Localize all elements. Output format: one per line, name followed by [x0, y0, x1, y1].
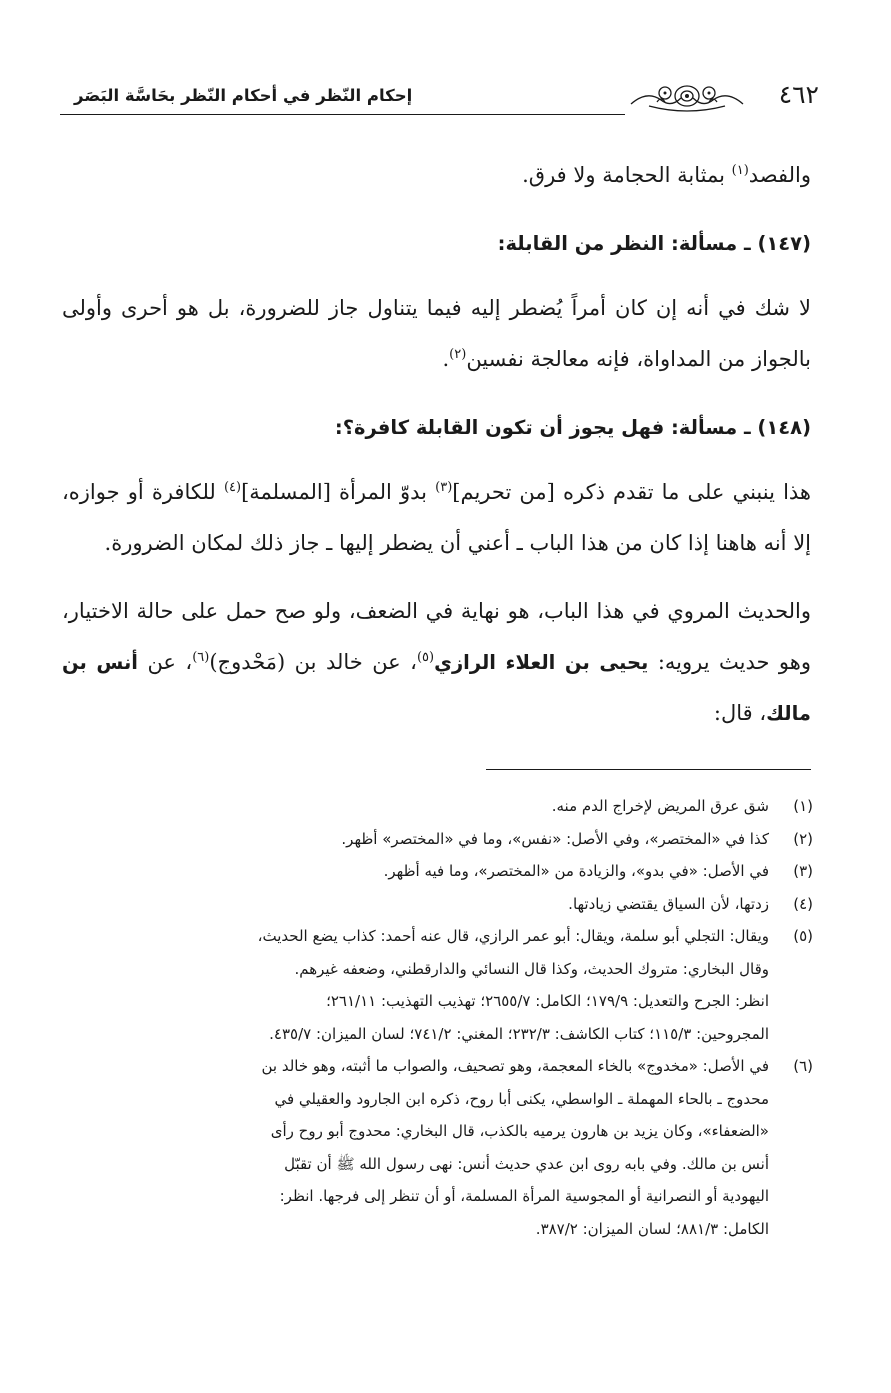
- footnote-line: المجروحين: ١١٥/٣؛ كتاب الكاشف: ٢٣٢/٣؛ المغني: ٧٤١/٢؛ لسان الميزان: ٤٣٥/٧.: [269, 1024, 769, 1043]
- footnote-number: (١): [793, 797, 813, 815]
- footnote-line: شق عرق المريض لإخراج الدم منه.: [551, 797, 769, 815]
- paragraph-1: [62, 150, 811, 201]
- main-text: [62, 150, 811, 756]
- text-run: بمثابة الحجامة ولا فرق.: [522, 163, 732, 187]
- footnote-6: [62, 1050, 813, 1245]
- text-run: .: [442, 347, 450, 371]
- text-run: بدوّ المرأة [المسلمة]: [241, 480, 436, 504]
- text-run: هذا ينبني على ما تقدم ذكره [من تحريم]: [452, 480, 811, 504]
- footnote-4: [62, 888, 813, 921]
- text-run: والفصد: [748, 163, 811, 187]
- footnote-ref[interactable]: (٢): [449, 347, 467, 362]
- footnote-5: [62, 920, 813, 1050]
- narrator-name: يحيى بن العلاء الرازي: [434, 651, 649, 674]
- footnote-line: انظر: الجرح والتعديل: ١٧٩/٩؛ الكامل: ٢٦٥٥/٧؛ تهذيب التهذيب: ٢٦١/١١؛: [326, 992, 769, 1010]
- footnote-text: [62, 855, 769, 888]
- footnote-line: في الأصل: «مخدوج» بالخاء المعجمة، وهو تصحيف، والصواب ما أثبته، وهو خالد بن: [261, 1057, 769, 1075]
- footnote-text: [62, 1050, 769, 1245]
- text-run: ، عن: [138, 650, 193, 674]
- footnote-2: [62, 823, 813, 856]
- footnote-number: (٤): [793, 894, 813, 913]
- paragraph-3: [62, 467, 811, 569]
- footnote-3: [62, 855, 813, 888]
- heading-issue-147: (١٤٧) ـ مسألة: النظر من القابلة:: [497, 232, 811, 255]
- header-ornament-icon: [627, 80, 747, 114]
- footnote-text: [62, 920, 769, 1050]
- footnote-line: اليهودية أو النصرانية أو المجوسية المرأة المسلمة، أو أن تنظر إلى فرجها. انظر:: [279, 1187, 769, 1205]
- footnote-text: [62, 790, 769, 823]
- footnote-line: وقال البخاري: متروك الحديث، وكذا قال النسائي والدارقطني، وضعفه غيرهم.: [294, 959, 769, 978]
- footnote-number: (٢): [793, 829, 813, 848]
- footnote-number: (٦): [793, 1057, 813, 1075]
- text-run: لا شك في أنه إن كان أمراً يُضطر إليه فيما يتناول جاز للضرورة، بل هو أحرى وأولى بالجواز من المداواة، فإنه معالجة نفسين: [62, 296, 811, 371]
- paragraph-4: [62, 586, 811, 739]
- page-number: ٤٦٢: [778, 80, 819, 109]
- footnote-divider: [486, 769, 811, 770]
- footnote-number: (٣): [793, 862, 813, 880]
- footnote-line: ويقال: التجلي أبو سلمة، ويقال: أبو عمر الرازي، قال عنه أحمد: كذاب يضع الحديث،: [257, 927, 769, 945]
- footnote-ref[interactable]: (١): [731, 163, 749, 178]
- footnote-line: «الضعفاء»، وكان يزيد بن هارون يرميه بالكذب، قال البخاري: محدوج أبو روح رأى: [270, 1122, 769, 1140]
- footnote-line: الكامل: ٨٨١/٣؛ لسان الميزان: ٣٨٧/٢.: [535, 1219, 769, 1238]
- footnote-line: في الأصل: «في بدو»، والزيادة من «المختصر»، وما فيه أظهر.: [383, 862, 769, 880]
- footnote-ref[interactable]: (٤): [223, 480, 242, 495]
- narrator-name: أنس بن مالك: [62, 651, 811, 725]
- header-rule: [60, 114, 625, 115]
- paragraph-2: [62, 283, 811, 385]
- text-run: والحديث المروي في هذا الباب، هو نهاية في الضعف، ولو صح حمل على حالة الاختيار، وهو حديث يرويه:: [62, 599, 811, 674]
- footnote-1: [62, 790, 813, 823]
- text-run: ، عن خالد بن (مَحْدوج): [209, 650, 417, 674]
- text-run: للكافرة أو جوازه، إلا أنه هاهنا إذا كان من هذا الباب ـ أعني أن يضطر إليها ـ جاز ذلك لمكان الضرورة.: [62, 480, 811, 555]
- footnote-line: محدوج ـ بالحاء المهملة ـ الواسطي، يكنى أبا روح، ذكره ابن الجارود والعقيلي في: [274, 1089, 769, 1108]
- footnote-line: كذا في «المختصر»، وفي الأصل: «نفس»، وما في «المختصر» أظهر.: [341, 829, 769, 848]
- page-header: [60, 78, 825, 118]
- footnote-ref[interactable]: (٣): [435, 480, 453, 495]
- footnote-ref[interactable]: (٦): [192, 650, 210, 665]
- footnote-line: زدتها، لأن السياق يقتضي زيادتها.: [568, 894, 769, 913]
- footnote-ref[interactable]: (٥): [416, 650, 435, 665]
- running-title: إحكام النّظر في أحكام النّظر بحَاسَّة البَصَر: [74, 86, 413, 105]
- footnote-text: [62, 823, 769, 856]
- footnote-text: [62, 888, 769, 921]
- heading-issue-148: (١٤٨) ـ مسألة: فهل يجوز أن تكون القابلة كافرة؟:: [334, 416, 811, 439]
- footnotes: [62, 790, 813, 1245]
- footnote-line: أنس بن مالك. وفي بابه روى ابن عدي حديث أنس: نهى رسول الله ﷺ أن تقبّل: [284, 1154, 769, 1173]
- text-run: ، قال:: [713, 701, 767, 725]
- footnote-number: (٥): [793, 927, 813, 945]
